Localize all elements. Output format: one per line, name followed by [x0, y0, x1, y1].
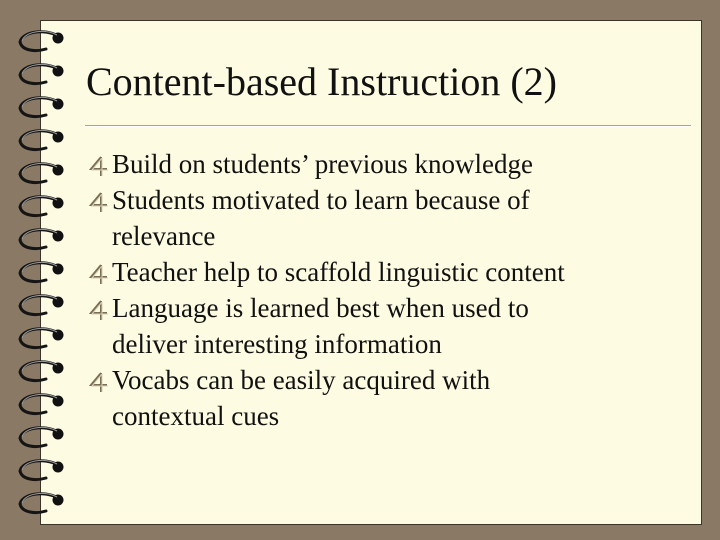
number-4-bullet-icon: [86, 146, 112, 182]
bullet-line: Build on students’ previous knowledge: [112, 149, 533, 179]
spiral-binding: [0, 0, 80, 540]
bullet-line: Teacher help to scaffold linguistic content: [112, 257, 565, 287]
slide-title: Content-based Instruction (2): [86, 59, 557, 104]
bullet-item: [86, 254, 686, 290]
spiral-ring: [20, 493, 64, 512]
bullet-line: Students motivated to learn because of: [112, 185, 530, 215]
title-divider: [85, 125, 691, 127]
spiral-ring: [20, 130, 64, 149]
bullet-list: [86, 146, 686, 434]
spiral-ring: [20, 394, 64, 413]
bullet-item: [86, 182, 686, 254]
spiral-ring: [20, 328, 64, 347]
bullet-line: contextual cues: [112, 401, 280, 431]
spiral-ring: [20, 163, 64, 182]
spiral-ring: [20, 295, 64, 314]
spiral-ring: [20, 262, 64, 281]
spiral-ring: [20, 64, 64, 83]
spiral-ring: [20, 361, 64, 380]
number-4-bullet-icon: [86, 290, 112, 326]
number-4-bullet-icon: [86, 362, 112, 398]
number-4-bullet-icon: [86, 182, 112, 218]
bullet-item: [86, 146, 686, 182]
spiral-ring: [20, 229, 64, 248]
bullet-line: deliver interesting information: [112, 329, 442, 359]
bullet-line: relevance: [112, 221, 216, 251]
spiral-ring: [20, 31, 64, 50]
bullet-item: [86, 290, 686, 362]
spiral-ring: [20, 460, 64, 479]
bullet-item: [86, 362, 686, 434]
spiral-ring: [20, 97, 64, 116]
number-4-bullet-icon: [86, 254, 112, 290]
spiral-ring: [20, 427, 64, 446]
spiral-ring: [20, 196, 64, 215]
bullet-line: Vocabs can be easily acquired with: [112, 365, 491, 395]
bullet-line: Language is learned best when used to: [112, 293, 529, 323]
